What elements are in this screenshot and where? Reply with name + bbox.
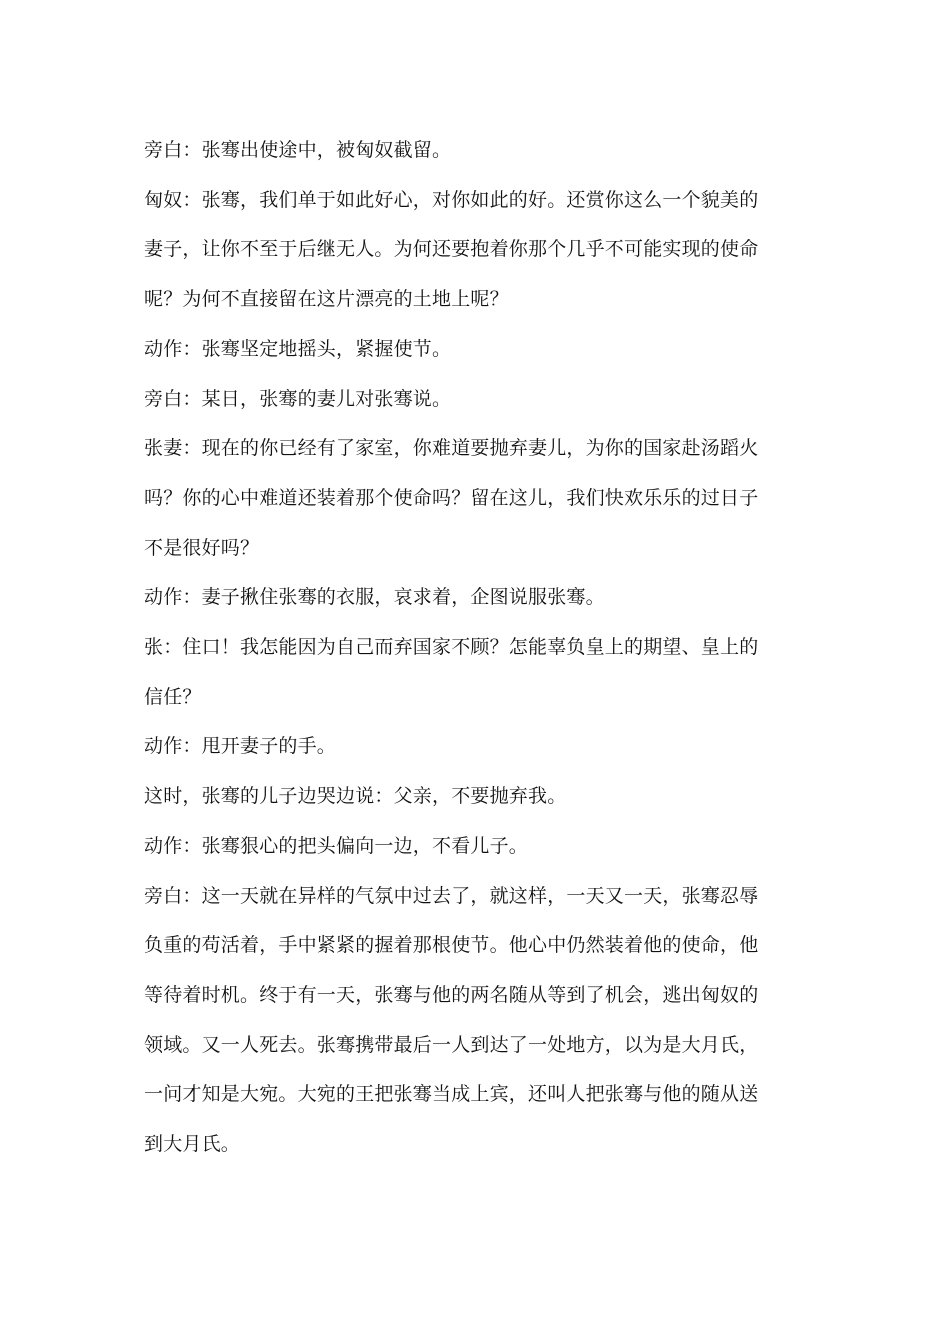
narration-paragraph: 旁白：张骞出使途中，被匈奴截留。 bbox=[144, 139, 452, 161]
action-paragraph: 动作：张骞坚定地摇头，紧握使节。 bbox=[144, 337, 452, 360]
narration-paragraph: 旁白：这一天就在异样的气氛中过去了，就这样，一天又一天，张骞忍辱 负重的苟活着，手中紧紧的握着那根使节。他心中仍然装着他的使命，他 等待着时机。终于有一天，张骞与他的两名随从等到了机会，逃出匈奴的 领域。又一人死去。张骞携带最后一人到达了一处地方，以为是大月氏， 一问才知是大宛。大宛的王把张骞当成上宾，还叫人把张骞与他的随从送 到大月氏。 bbox=[144, 884, 759, 1156]
zhang-dialogue-paragraph: 张：住口！我怎能因为自己而弃国家不顾？怎能辜负皇上的期望、皇上的 信任？ bbox=[144, 636, 759, 708]
narration-paragraph: 旁白：某日，张骞的妻儿对张骞说。 bbox=[144, 387, 452, 410]
xiongnu-dialogue-paragraph: 匈奴：张骞，我们单于如此好心，对你如此的好。还赏你这么一个貌美的 妻子，让你不至于后继无人。为何还要抱着你那个几乎不可能实现的使命 呢？为何不直接留在这片漂亮的土地上呢？ bbox=[144, 188, 759, 311]
document-body bbox=[144, 126, 764, 1170]
action-paragraph: 动作：张骞狠心的把头偏向一边，不看儿子。 bbox=[144, 834, 529, 857]
action-paragraph: 动作：甩开妻子的手。 bbox=[144, 735, 337, 758]
wife-dialogue-paragraph: 张妻：现在的你已经有了家室，你难道要抛弃妻儿，为你的国家赴汤蹈火 吗？你的心中难道还装着那个使命吗？留在这儿，我们快欢乐乐的过日子 不是很好吗？ bbox=[144, 437, 759, 559]
son-dialogue-paragraph: 这时，张骞的儿子边哭边说：父亲，不要抛弃我。 bbox=[144, 785, 567, 808]
action-paragraph: 动作：妻子揪住张骞的衣服，哀求着，企图说服张骞。 bbox=[144, 586, 605, 609]
